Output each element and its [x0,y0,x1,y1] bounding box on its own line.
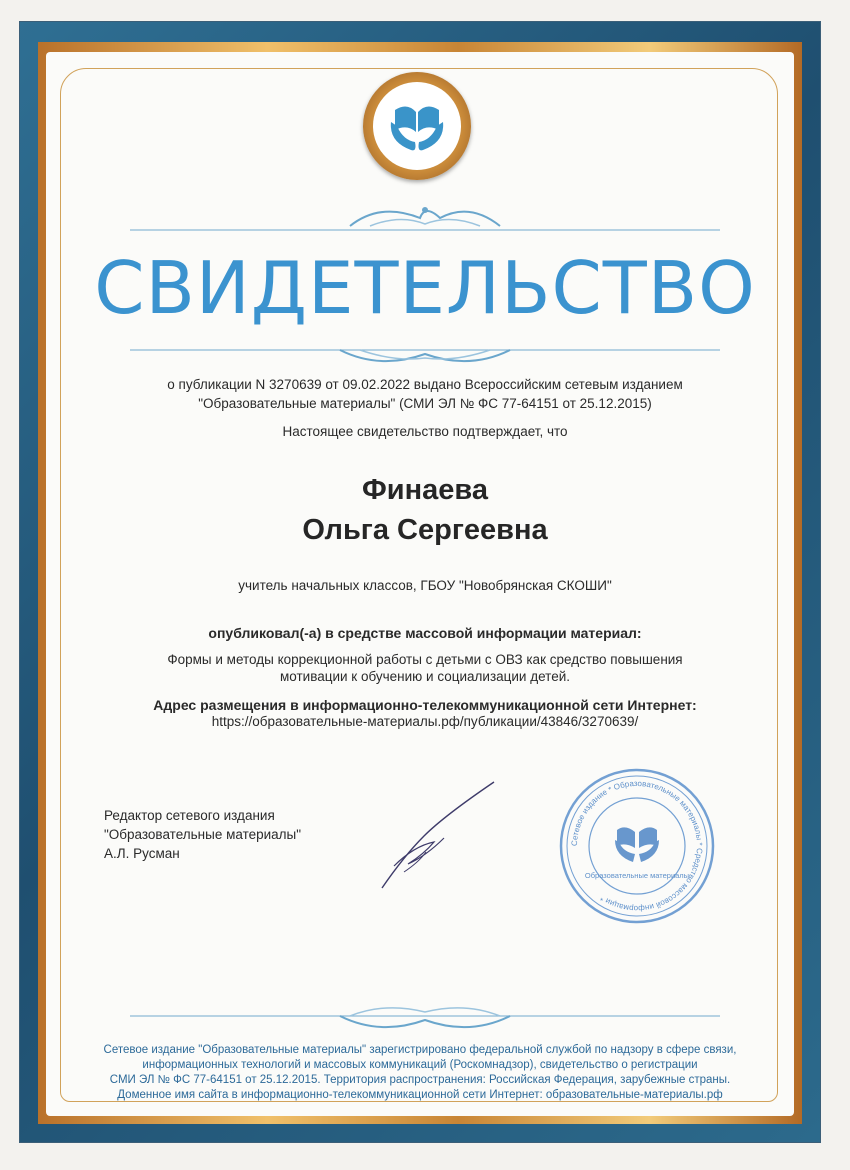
book-hands-logo-icon [385,96,449,156]
confirmation-text: Настоящее свидетельство подтверждает, что [282,424,568,439]
footer-line-4: Доменное имя сайта в информационно-телекоммуникационной сети Интернет: образовательные-материалы.рф [117,1089,723,1101]
material-title-line-1: Формы и методы коррекционной работы с детьми с ОВЗ как средство повышения [167,652,683,667]
handwritten-signature [374,776,504,896]
recipient-position: учитель начальных классов, ГБОУ "Новобрянская СКОШИ" [238,578,612,593]
publication-line-1: о публикации N 3270639 от 09.02.2022 выдано Всероссийским сетевым изданием [167,377,683,392]
certificate-title: СВИДЕТЕЛЬСТВО [94,246,756,330]
top-flourish-icon [120,196,730,236]
published-heading: опубликовал(-а) в средстве массовой информации материал: [208,625,642,641]
recipient-surname: Финаева [362,474,488,506]
address-heading: Адрес размещения в информационно-телекоммуникационной сети Интернет: [153,697,697,713]
material-title-line-2: мотивации к обучению и социализации детей. [279,669,570,684]
svg-text:Образовательные материалы: Образовательные материалы [584,871,690,880]
editor-block [104,806,301,863]
publication-line-2: "Образовательные материалы" (СМИ ЭЛ № ФС 77-64151 от 25.12.2015) [198,396,652,411]
editor-line-1: Редактор сетевого издания [104,808,275,823]
title-flourish-icon [120,340,730,374]
footer-line-1: Сетевое издание "Образовательные материалы" зарегистрировано федеральной службой по надзору в сфере связи, [103,1044,737,1056]
editor-line-2: "Образовательные материалы" [104,827,302,842]
footer-registration [62,1043,778,1103]
svg-text:Сетевое издание * Образователь: Сетевое издание * Образовательные материалы * Средство массовой информации * [569,778,705,914]
address-url: https://образовательные-материалы.рф/публикации/43846/3270639/ [211,714,639,729]
footer-flourish-icon [120,1002,730,1036]
footer-line-3: СМИ ЭЛ № ФС 77-64151 от 25.12.2015. Территория распространения: Российская Федерация, зарубежные страны. [109,1074,731,1086]
medal-emblem [363,72,471,180]
editor-name: А.Л. Русман [104,846,180,861]
footer-line-2: информационных технологий и массовых коммуникаций (Роскомнадзор), свидетельство о регистрации [142,1059,698,1071]
recipient-given-names: Ольга Сергеевна [302,514,548,546]
official-stamp [557,766,717,926]
